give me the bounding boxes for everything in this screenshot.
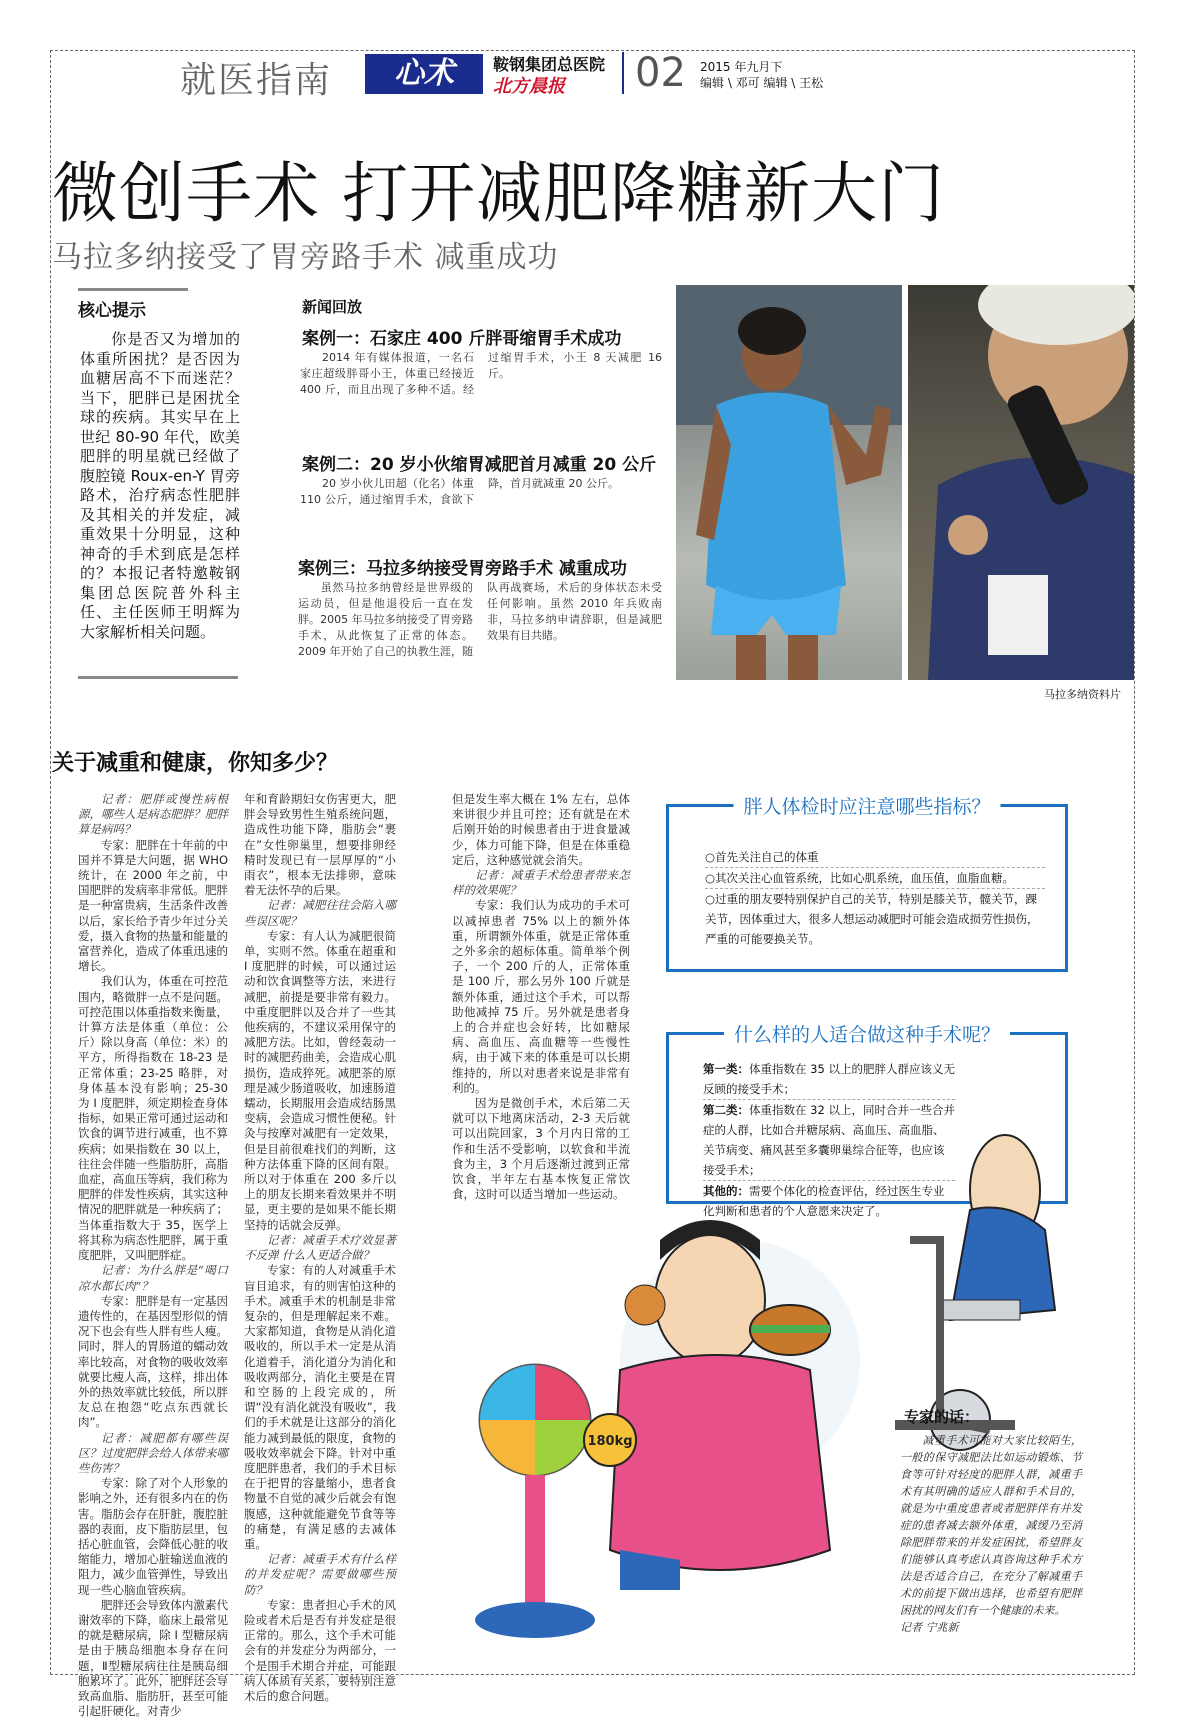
core-text: 你是否又为增加的体重所困扰？是否因为血糖居高不下而迷茫？当下，肥胖已是困扰全球的疾病。其实早在上世纪 80-90 年代，欧美肥胖的明星就已经做了腹腔镜 Roux-en-Y 胃旁路术，治疗病态性肥胖及其相关的并发症，减重效果十分明显，这种神奇的手术到底是怎样的？本报记者特邀鞍钢集团总医院普外科主任、主任医师王明辉为大家解析相关问题。 [80,330,240,641]
expert-answer: 年和育龄期妇女伤害更大，肥胖会导致男性生殖系统问题，造成性功能下降，脂肪会“裹在”女性卵巢里，想要排卵经精时发现已有一层厚厚的“小雨衣”，根本无法排卵，意味着无法怀孕的后果。 [244,792,396,898]
expert-answer: 肥胖还会导致体内激素代谢效率的下降，临床上最常见的就是糖尿病，除 I 型糖尿病是由于胰岛细胞本身存在问题，Ⅱ型糖尿病往往是胰岛细胞累坏了。此外，肥胖还会导致高血脂、脂肪肝，甚至可能引起肝硬化。对青少 [78,1597,228,1719]
reporter-question: 记者：减重手术有什么样的并发症呢？需要做哪些预防？ [244,1552,396,1597]
section2-title: 关于减重和健康，你知多少？ [52,751,339,776]
case-1-body: 2014 年有媒体报道，一名石家庄超级胖哥小王，体重已经接近 400 斤，而且出现了多种不适。经过缩胃手术，小王 8 天减肥 16 斤。 [300,351,662,396]
core-title: 核心提示 [78,301,146,321]
reporter-question: 记者：减重手术给患者带来怎样的效果呢？ [452,868,630,898]
masthead-divider [622,52,624,94]
reporter-question: 记者：减肥往往会陷入哪些误区呢？ [244,898,396,928]
checkup-item: ○首先关注自己的体重 [705,847,1045,868]
article-column-1 [78,792,228,1719]
expert-text: 减重手术可能对大家比较陌生，一般的保守减肥法比如运动锻炼、节食等可针对轻度的肥胖人群，减重手术有其明确的适应人群和手术目的，就是为中重度患者或者肥胖伴有并发症的患者减去额外体重，减缓乃至消除肥胖带来的并发症困扰，希望胖友们能够认真考虑认真咨询这种手术方法是否适合自己，在充分了解减重手术的前提下做出选择，也希望有肥胖困扰的网友们有一个健康的未来。记者 宁兆新 [900,1434,1082,1634]
hospital-name: 鞍钢集团总医院 [493,55,606,74]
suitability-item: 第二类：体重指数在 32 以上，同时合并一些合并症的人群，比如合并糖尿病、高血压、高血脂、关节病变、痛风甚至多囊卵巢综合征等，也应该接受手术； [703,1100,955,1181]
reporter-credit: 记者 宁兆新 [900,1621,959,1634]
expert-answer: 我们认为，体重在可控范围内，略微胖一点不是问题。可控范围以体重指数来衡量，计算方法是体重（单位：公斤）除以身高（单位：米）的平方，所得指数在 18-23 是正常体重；23-25 略胖，对身体基本没有影响；25-30 为 I 度肥胖，须定期检查身体指标，如果正常可通过运动和饮食的调节进行减重，也不算疾病；如果指数在 30 以上，往往会伴随一些脂肪肝，高脂血症，高血压等病，我们称为肥胖的伴发性疾病，其实这种情况的肥胖就是一种疾病了；当体重指数大于 35，医学上将其称为病态性肥胖，属于重度肥胖，又叫肥胖症。 [78,974,228,1263]
suitability-item: 其他的：需要个体化的检查评估，经过医生专业化判断和患者的个人意愿来决定了。 [703,1184,945,1218]
photo-maradona-full-figure [676,285,902,680]
expert-answer: 因为是微创手术，术后第二天就可以下地离床活动，2-3 天后就可以出院回家，3 个月内日常的工作和生活不受影响，以软食和半流食为主，3 个月后逐渐过渡到正常饮食，半年左右基本恢复正常饮食，这时可以适当增加一些运动。 [452,1096,630,1202]
photo-caption: 马拉多纳资料片 [1044,688,1121,701]
checkup-list [705,847,1045,949]
expert-title: 专家的话： [904,1408,980,1426]
subheadline: 马拉多纳接受了胃旁路手术 减重成功 [52,240,559,275]
article-column-2 [244,792,396,1704]
photo-maradona-full [676,285,902,680]
section-name: 就医指南 [180,60,333,101]
reporter-question: 记者：减肥都有哪些误区？过度肥胖会给人体带来哪些伤害？ [78,1430,228,1475]
checkup-box [666,796,1068,972]
expert-answer: 但是发生率大概在 1% 左右，总体来讲很少并且可控；还有就是在术后刚开始的时候患者由于进食量减少，体力可能下降，但是在体重稳定后，这种感觉就会消失。 [452,792,630,867]
suitability-item: 第一类：体重指数在 35 以上的肥胖人群应该义无反顾的接受手术； [703,1059,955,1100]
issue-date: 2015 年九月下 [700,60,783,74]
headline: 微创手术 打开减肥降糖新大门 [52,155,945,232]
expert-answer: 专家：有的人对减重手术盲目追求，有的则害怕这种的手术。减重手术的机制是非常复杂的，但是理解起来不难。大家都知道，食物是从消化道吸收的，所以手术一定是从消化道着手，消化道分为消化和吸收两部分，消化主要是在胃和空肠的上段完成的，所谓“没有消化就没有吸收”，我们的手术就是让这部分的消化能力减到最低的限度，食物的吸收效率就会下降。针对中重度肥胖患者，我们的手术目标在于把胃的容量缩小，患者食物量不自觉的减少后就会有饱腹感，这种就能避免节食等等的痛楚，有满足感的去减体重。 [244,1263,396,1551]
case-1-title: 案例一：石家庄 400 斤胖哥缩胃手术成功 [302,329,622,349]
photo-maradona-closeup [908,285,1134,680]
expert-answer: 专家：肥胖在十年前的中国并不算是大问题，据 WHO 统计，在 2000 年之前，中国肥胖的发病率非常低。肥胖是一种富贵病，生活条件改善以后，家长给予青少年过分关爱，摄入食物的热量和能量的富营养化，造成了体重迅速的增长。 [78,837,228,974]
reporter-question: 记者：减重手术疗效显著不反弹 什么人更适合做？ [244,1232,396,1263]
checkup-item: ○过重的朋友要特别保护自己的关节，特别是膝关节，髋关节，踝关节，因体重过大，很多人想运动减肥时可能会造成损劳性损伤，严重的可能要换关节。 [705,892,1039,946]
editors: 编辑 \ 邓可 编辑 \ 王松 [700,76,824,90]
expert-answer: 专家：有人认为减肥很简单，实则不然。体重在超重和 I 度肥胖的时候，可以通过运动和饮食调整等方法，来进行减肥，前提是要非常有毅力。中重度肥胖以及合并了一些其他疾病的，不建议采用保守的减肥方法。比如，曾经轰动一时的减肥药曲美，会造成心肌损伤，造成猝死。减肥茶的原理是减少肠道吸收，加速肠道蠕动，长期服用会造成结肠黑变病，会造成习惯性便秘。针灸与按摩对减肥有一定效果，但是目前很难找们的判断，这种方法体重下降的区间有限。所以对于体重在 200 多斤以上的朋友长期来看效果并不明显，更主要的是如果不能长期坚持的话就会反弹。 [244,928,396,1232]
checkup-item: ○其次关注心血管系统，比如心肌系统，血压值，血脂血糖。 [705,868,1045,889]
overweight-eater-figure [610,1220,860,1590]
expert-answer: 专家：我们认为成功的手术可以减掉患者 75% 以上的额外体重，所谓额外体重，就是正常体重之外多余的超标体重。简单举个例子，一个 200 斤的人，正常体重是 100 斤，那么另外 100 斤就是额外体重，通过这个手术，可以帮助他减掉 75 斤。另外就是患者身上的合并症也会好转，比如糖尿病、高血压、高血糖等一些慢性病，由于减下来的体重是可以长期维持的，所以对患者来说是非常有利的。 [452,898,630,1095]
reporter-question: 记者：肥胖或慢性病根源，哪些人是病态肥胖？肥胖算是病吗？ [78,792,228,837]
reporter-question: 记者：为什么胖是“喝口凉水都长肉”？ [78,1263,228,1293]
case-2-title: 案例二：20 岁小伙缩胃减肥首月减重 20 公斤 [302,455,657,475]
expert-answer: 专家：肥胖是有一定基因遗传性的，在基因型形似的情况下也会有些人胖有些人瘦。同时，胖人的胃肠道的蠕动效率比较高，对食物的吸收效率就要比瘦人高，这样，排出体外的热效率就比较低，所以胖友总在抱怨“吃点东西就长肉”。 [78,1293,228,1430]
news-title: 新闻回放 [302,298,363,316]
newspaper-name: 北方晨报 [493,76,565,97]
expert-answer: 专家：患者担心手术的风险或者术后是否有并发症是很正常的。那么，这个手术可能会有的并发症分为两部分，一个是围手术期合并症，可能跟病人体质有关系，要特别注意术后的愈合问题。 [244,1597,396,1703]
suitability-box-title: 什么样的人适合做这种手术呢？ [724,1020,1010,1047]
expert-answer: 专家：除了对个人形象的影响之外，还有很多内在的伤害。脂肪会存在肝脏，腹腔脏器的表面，皮下脂肪层里，包括心脏血管，会降低心脏的收缩能力，增加心脏输送血液的阻力，减少血管弹性，导致出现一些心脑血管疾病。 [78,1476,228,1597]
scale-weight-label: 180kg [587,1434,633,1449]
photo-maradona-closeup-figure [908,285,1134,680]
case-2-body: 20 岁小伙儿田超（化名）体重 110 公斤，通过缩胃手术，食欲下降，首月就减重 20 公斤。 [300,477,619,506]
core-bottom-rule [78,676,238,679]
page-number: 02 [635,50,686,96]
checkup-box-title: 胖人体检时应注意哪些指标？ [733,792,1000,819]
logo: 心术 [365,54,483,94]
case-3-body: 虽然马拉多纳曾经是世界级的运动员，但是他退役后一直在发胖。2005 年马拉多纳接受了胃旁路手术，从此恢复了正常的体态。2009 年开始了自己的执教生涯，随队再战赛场，术后的身体状态未受任何影响。虽然 2010 年兵败南非，马拉多纳申请辞职，但是减肥效果有目共睹。 [298,581,662,658]
exercise-bike-figure [895,1135,1055,1450]
core-top-rule [78,288,188,291]
case-3-title: 案例三：马拉多纳接受胃旁路手术 减重成功 [298,559,627,579]
